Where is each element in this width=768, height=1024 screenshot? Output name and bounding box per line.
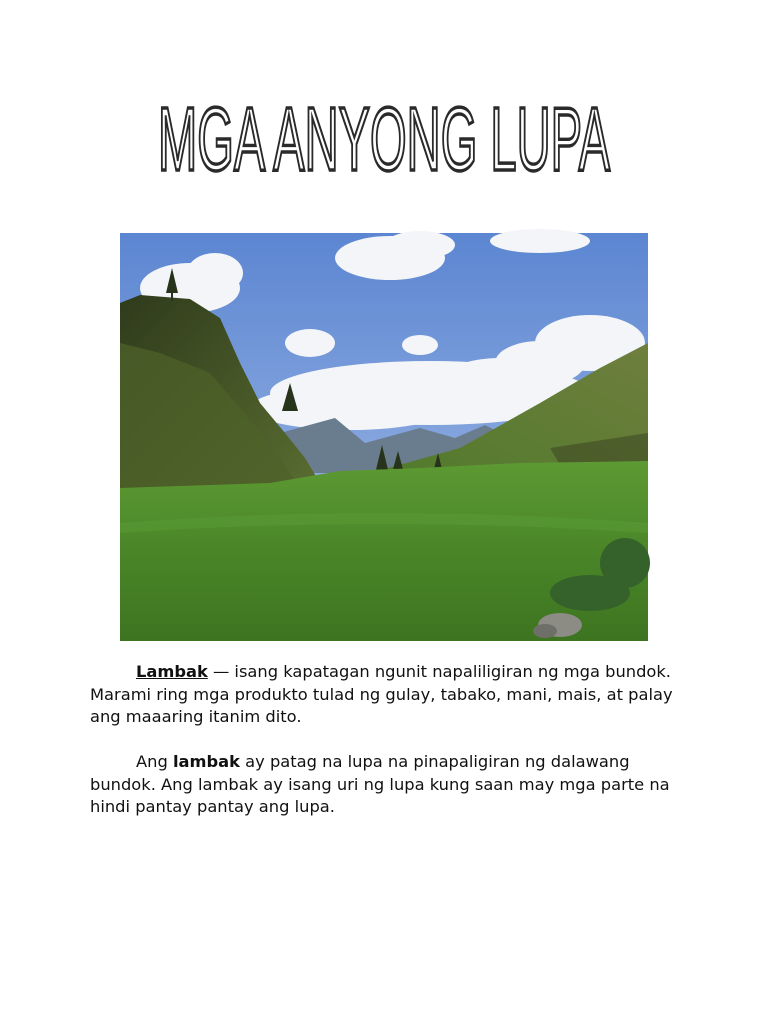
body-text <box>90 661 690 819</box>
wordart-title <box>150 88 618 198</box>
paragraph-1-text: — isang kapatagan ngunit napaliligiran ng mga bundok. Marami ring mga produkto tulad ng gulay, tabako, mani, mais, at palay ang maaaring itanim dito. <box>90 662 673 726</box>
term-lambak-bold: lambak <box>172 752 240 771</box>
paragraph-2-lead: Ang <box>136 752 173 771</box>
title-text: MGA ANYONG LUPA <box>158 90 611 191</box>
paragraph-2-text: ay patag na lupa na pinapaligiran ng dalawang bundok. Ang lambak ay isang uri ng lupa kung saan may mga parte na hindi pantay pantay ang lupa. <box>90 752 670 816</box>
term-lambak: Lambak <box>136 662 208 681</box>
paragraph-lambak-definition <box>90 661 690 729</box>
paragraph-lambak-description <box>90 751 690 819</box>
valley-photo <box>120 233 648 641</box>
page-title <box>150 88 618 198</box>
